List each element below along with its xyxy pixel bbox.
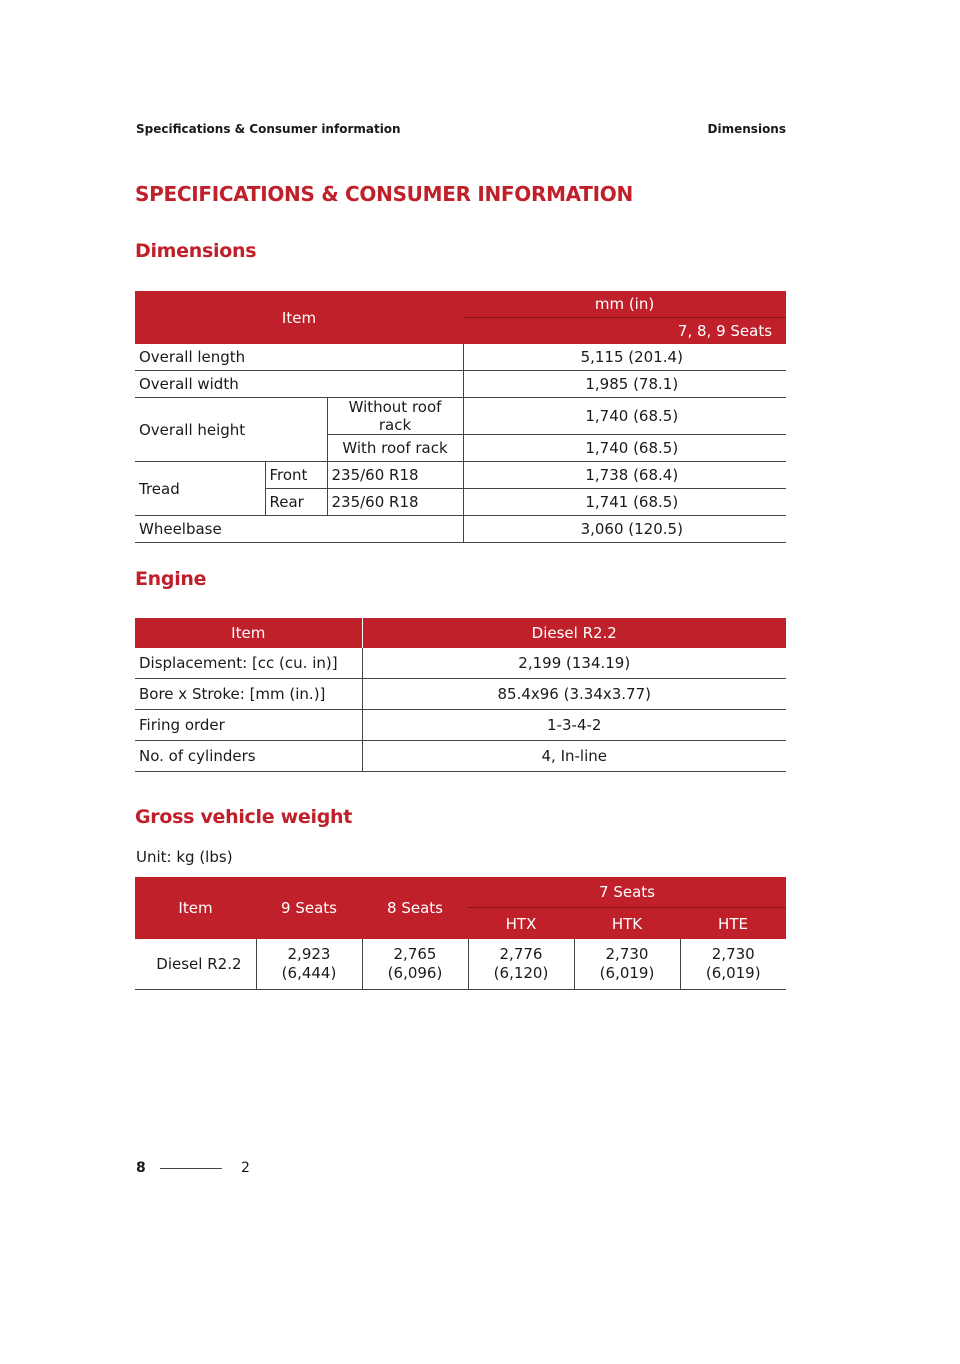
- gvw-value-htk: [574, 939, 680, 990]
- engine-header-engine: Diesel R2.2: [362, 618, 786, 648]
- gvw-table: [135, 877, 786, 990]
- engine-header-item: Item: [135, 618, 362, 648]
- dim-sub-label: Rear: [265, 489, 327, 516]
- dim-value: 1,738 (68.4): [463, 462, 786, 489]
- engine-value: 1-3-4-2: [362, 710, 786, 741]
- footer-section-number: 8: [136, 1160, 146, 1176]
- table-row: [135, 710, 786, 741]
- gvw-value-kg: 2,776: [499, 945, 543, 963]
- dim-tire-size: 235/60 R18: [327, 489, 463, 516]
- engine-value: 2,199 (134.19): [362, 648, 786, 679]
- engine-value: 85.4x96 (3.34x3.77): [362, 679, 786, 710]
- gvw-value-kg: 2,923: [287, 945, 331, 963]
- dim-value: 1,740 (68.5): [463, 398, 786, 435]
- table-row: [135, 648, 786, 679]
- gvw-header-8-seats: 8 Seats: [362, 877, 468, 939]
- engine-label: Bore x Stroke: [mm (in.)]: [135, 679, 362, 710]
- dim-value: 5,115 (201.4): [463, 344, 786, 371]
- gvw-heading: Gross vehicle weight: [135, 806, 352, 828]
- gvw-value-lbs: (6,120): [493, 964, 549, 982]
- dim-header-item: Item: [135, 291, 463, 344]
- dim-label: Wheelbase: [135, 516, 463, 543]
- gvw-value-9: [256, 939, 362, 990]
- dim-header-unit: [463, 291, 786, 318]
- dim-value: 1,741 (68.5): [463, 489, 786, 516]
- footer-page-number: 2: [241, 1160, 250, 1176]
- engine-heading: Engine: [135, 568, 207, 590]
- gvw-header-htk: HTK: [574, 908, 680, 940]
- table-row: [135, 462, 786, 489]
- dim-header-unit-text: mm (in): [594, 295, 655, 313]
- gvw-header-7-seats: 7 Seats: [468, 877, 786, 908]
- dim-value: 3,060 (120.5): [463, 516, 786, 543]
- dimensions-heading: Dimensions: [135, 240, 257, 262]
- dimensions-table: [135, 291, 786, 543]
- engine-label: No. of cylinders: [135, 741, 362, 772]
- table-row: [135, 516, 786, 543]
- engine-label: Firing order: [135, 710, 362, 741]
- engine-label: Displacement: [cc (cu. in)]: [135, 648, 362, 679]
- gvw-value-lbs: (6,444): [281, 964, 337, 982]
- gvw-value-kg: 2,765: [393, 945, 437, 963]
- table-row: [135, 939, 786, 990]
- dim-sub-label: With roof rack: [327, 435, 463, 462]
- gvw-header-htx: HTX: [468, 908, 574, 940]
- gvw-value-lbs: (6,019): [599, 964, 655, 982]
- gvw-value-hte: [680, 939, 786, 990]
- gvw-header-item: Item: [135, 877, 256, 939]
- page-title: SPECIFICATIONS & CONSUMER INFORMATION: [135, 182, 633, 206]
- table-row: [135, 398, 786, 435]
- table-row: [135, 344, 786, 371]
- dim-label: Tread: [135, 462, 265, 516]
- dim-label: Overall width: [135, 371, 463, 398]
- gvw-value-htx: [468, 939, 574, 990]
- gvw-label: Diesel R2.2: [135, 939, 256, 990]
- gvw-header-9-seats: 9 Seats: [256, 877, 362, 939]
- table-row: [135, 679, 786, 710]
- dim-label: Overall length: [135, 344, 463, 371]
- gvw-header-hte: HTE: [680, 908, 786, 940]
- dim-tire-size: 235/60 R18: [327, 462, 463, 489]
- gvw-unit-note: Unit: kg (lbs): [136, 848, 233, 866]
- gvw-value-lbs: (6,096): [387, 964, 443, 982]
- dim-sub-label: Without roof rack: [327, 398, 463, 435]
- table-row: [135, 371, 786, 398]
- engine-value: 4, In-line: [362, 741, 786, 772]
- gvw-value-kg: 2,730: [711, 945, 755, 963]
- footer-divider: [160, 1168, 222, 1169]
- dim-header-seats: 7, 8, 9 Seats: [463, 318, 786, 345]
- dim-value: 1,985 (78.1): [463, 371, 786, 398]
- gvw-value-8: [362, 939, 468, 990]
- dim-value: 1,740 (68.5): [463, 435, 786, 462]
- gvw-value-lbs: (6,019): [705, 964, 761, 982]
- dim-label: Overall height: [135, 398, 327, 462]
- table-row: [135, 741, 786, 772]
- gvw-value-kg: 2,730: [605, 945, 649, 963]
- running-header-left: Specifications & Consumer information: [136, 122, 401, 136]
- engine-table: [135, 618, 786, 772]
- running-header-right: Dimensions: [707, 122, 786, 136]
- dim-sub-label: Front: [265, 462, 327, 489]
